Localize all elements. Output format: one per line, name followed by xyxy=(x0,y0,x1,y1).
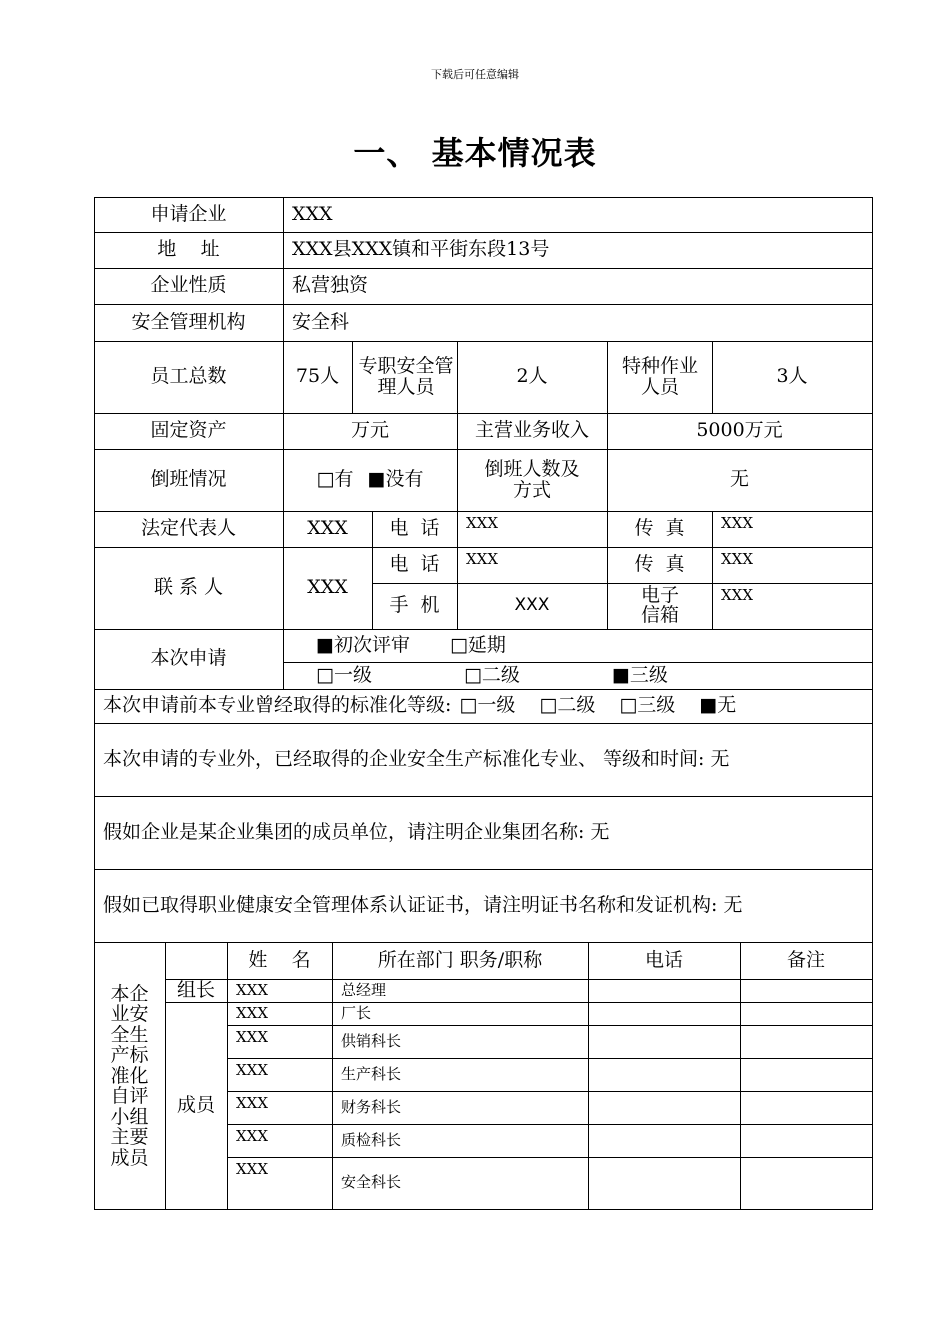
staff-total-label: 员工总数 xyxy=(150,365,227,388)
contact-mobile-value: XXX xyxy=(514,595,550,616)
cert-text: 假如已取得职业健康安全管理体系认证证书，请注明证书名称和发证机构: 无 xyxy=(103,893,743,916)
prev-level2-label: 二级 xyxy=(557,694,596,717)
legal-phone-value: XXX xyxy=(466,514,499,532)
team-header-phone: 电话 xyxy=(644,948,683,971)
address-value: XXX县XXX镇和平街东段13号 xyxy=(292,238,550,261)
prev-none-checkbox[interactable]: ■ xyxy=(699,694,718,717)
safety-org-value: 安全科 xyxy=(292,310,350,333)
safety-staff-value: 2人 xyxy=(516,365,548,388)
contact-fax-label: 传 真 xyxy=(634,553,685,576)
shift-people-label: 倒班人数及方式 xyxy=(484,458,580,501)
team-header-dept: 所在部门 职务/职称 xyxy=(377,948,543,971)
contact-email-label: 电子信箱 xyxy=(640,584,679,626)
contact-name: XXX xyxy=(307,576,348,599)
shift-options xyxy=(283,449,457,511)
safety-org-label: 安全管理机构 xyxy=(131,310,246,333)
previous-level-row xyxy=(103,689,871,723)
team-row-dept: 总经理 xyxy=(341,980,387,999)
other-specialty-text: 本次申请的专业外，已经取得的企业安全生产标准化专业、 等级和时间: 无 xyxy=(103,747,730,770)
level1-checkbox[interactable]: □ xyxy=(316,663,334,686)
extension-label: 延期 xyxy=(467,633,506,656)
team-row-dept: 生产科长 xyxy=(341,1064,402,1083)
address-label: 地 址 xyxy=(157,238,220,261)
contact-email-value: XXX xyxy=(721,586,754,604)
team-row-dept: 财务科长 xyxy=(341,1097,402,1116)
level2-checkbox[interactable]: □ xyxy=(463,663,482,686)
extension-checkbox[interactable]: □ xyxy=(449,633,468,656)
application-type-options xyxy=(316,629,616,662)
contact-phone-label: 电 话 xyxy=(389,553,440,576)
prev-level2-checkbox[interactable]: □ xyxy=(539,694,558,717)
team-side-label: 本企业安全生产标准化自评小组主要成员 xyxy=(110,982,149,1169)
level3-checkbox[interactable]: ■ xyxy=(611,663,630,686)
team-row-name: XXX xyxy=(236,1028,269,1046)
team-row-dept: 供销科长 xyxy=(341,1031,402,1050)
team-members-label: 成员 xyxy=(176,1094,215,1117)
team-row-dept: 厂长 xyxy=(341,1003,372,1022)
legal-rep-name: XXX xyxy=(307,517,348,540)
contact-label: 联 系 人 xyxy=(153,576,224,599)
applicant-value: XXX xyxy=(292,202,333,225)
contact-fax-value: XXX xyxy=(721,550,754,568)
fixed-assets-label: 固定资产 xyxy=(150,419,227,442)
level2-label: 二级 xyxy=(481,663,520,686)
prev-level3-checkbox[interactable]: □ xyxy=(619,694,638,717)
level1-label: 一级 xyxy=(333,663,372,686)
shift-no-checkbox[interactable]: ■ xyxy=(367,468,386,491)
group-text: 假如企业是某企业集团的成员单位，请注明企业集团名称: 无 xyxy=(103,820,610,843)
header-note: 下载后可任意编辑 xyxy=(431,68,519,81)
contact-phone-value: XXX xyxy=(466,550,499,568)
team-row-name: XXX xyxy=(236,980,269,999)
team-row-dept: 安全科长 xyxy=(341,1173,402,1192)
staff-total-value: 75人 xyxy=(295,365,340,388)
first-review-label: 初次评审 xyxy=(333,633,410,656)
team-leader-label: 组长 xyxy=(176,978,215,1001)
applicant-label: 申请企业 xyxy=(150,202,227,225)
nature-label: 企业性质 xyxy=(150,274,227,297)
team-row-name: XXX xyxy=(236,1003,269,1022)
application-level-options xyxy=(316,662,872,689)
legal-fax-value: XXX xyxy=(721,514,754,532)
team-row-name: XXX xyxy=(236,1061,269,1079)
team-row-name: XXX xyxy=(236,1160,269,1178)
safety-staff-label: 专职安全管理人员 xyxy=(358,355,454,398)
revenue-value: 5000万元 xyxy=(696,419,783,442)
previous-level-text: 本次申请前本专业曾经取得的标准化等级: xyxy=(103,694,452,717)
legal-phone-label: 电 话 xyxy=(389,517,440,540)
legal-rep-label: 法定代表人 xyxy=(140,517,236,540)
legal-fax-label: 传 真 xyxy=(634,517,685,540)
application-label: 本次申请 xyxy=(150,647,227,670)
team-header-remark: 备注 xyxy=(786,948,825,971)
shift-yes-label: 有 xyxy=(334,468,354,491)
fixed-assets-value: 万元 xyxy=(350,419,389,442)
prev-level1-checkbox[interactable]: □ xyxy=(459,694,478,717)
prev-level1-label: 一级 xyxy=(477,694,516,717)
prev-none-label: 无 xyxy=(717,694,737,717)
nature-value: 私营独资 xyxy=(292,274,369,297)
team-header-name: 姓 名 xyxy=(248,948,311,971)
special-staff-label: 特种作业人员 xyxy=(622,355,699,398)
level3-label: 三级 xyxy=(629,663,668,686)
team-row-name: XXX xyxy=(236,1094,269,1112)
team-row-dept: 质检科长 xyxy=(341,1130,402,1149)
shift-no-label: 没有 xyxy=(385,468,424,491)
shift-yes-checkbox[interactable]: □ xyxy=(316,468,335,491)
special-staff-value: 3人 xyxy=(776,365,808,388)
prev-level3-label: 三级 xyxy=(637,694,676,717)
first-review-checkbox[interactable]: ■ xyxy=(316,633,334,656)
shift-label: 倒班情况 xyxy=(150,468,227,491)
team-row-name: XXX xyxy=(236,1127,269,1145)
contact-mobile-label: 手 机 xyxy=(389,594,440,617)
shift-people-value: 无 xyxy=(729,468,749,491)
revenue-label: 主营业务收入 xyxy=(474,419,589,442)
page-title: 一、 基本情况表 xyxy=(353,134,597,172)
